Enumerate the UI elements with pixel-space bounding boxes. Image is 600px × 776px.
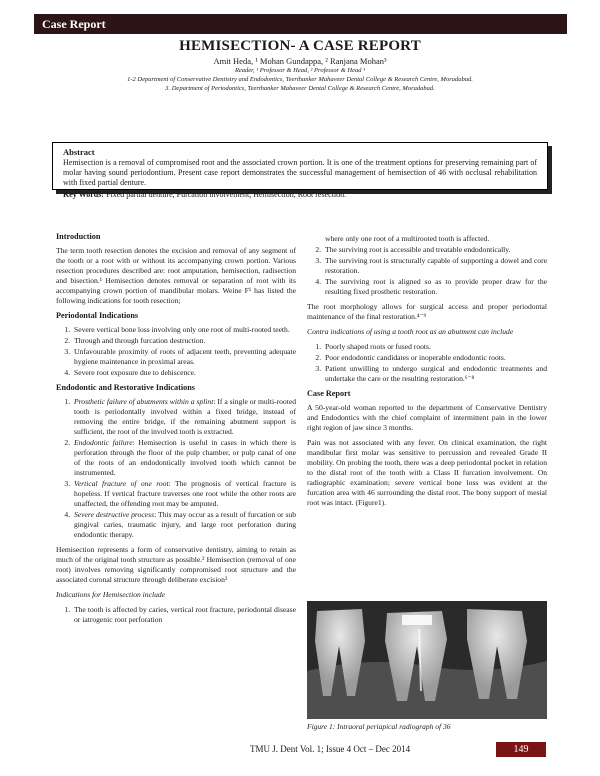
list-item: 2. The surviving root is accessible and treatable endodontically.	[323, 245, 547, 255]
abstract-box	[52, 142, 548, 199]
contra-list	[307, 342, 547, 384]
list-item: 3. Unfavourable proximity of roots of adjacent teeth, preventing adequate hygiene maintenance in proximal areas.	[72, 347, 296, 367]
list-item	[72, 438, 296, 478]
perio-heading: Periodontal Indications	[56, 311, 139, 320]
list-item: 4. Severe root exposure due to dehiscence.	[72, 368, 296, 378]
list-item: 1. Poorly shaped roots or fused roots.	[323, 342, 547, 352]
keywords-label: Key Words:	[63, 190, 104, 199]
item-label: Severe destructive process	[74, 510, 155, 519]
journal-footer: TMU J. Dent Vol. 1; Issue 4 Oct – Dec 2014	[250, 744, 411, 754]
list-item: 2. Through and through furcation destruction.	[72, 336, 296, 346]
hemisection-indications-heading: Indications for Hemisection include	[56, 590, 166, 599]
item-label: Prosthetic failure of abutments within a splint	[74, 397, 214, 406]
case-report-heading: Case Report	[307, 389, 351, 398]
item-text: : This may occur as a result of furcation or sub gingival caries, traumatic injury, and large root perforation during endodontic therapy.	[74, 510, 296, 539]
author-list: Amit Heda, ¹ Mohan Gundappa, ² Ranjana Mohan³	[213, 56, 387, 66]
list-item: 2. Poor endodontic candidates or inoperable endodontic roots.	[323, 353, 547, 363]
radiograph-figure	[307, 601, 547, 719]
hemisection-text: Hemisection represents a form of conservative dentistry, aiming to retain as much of the original tooth structure as possible.² Hemisection (removal of one root) involves removing significantly compromised root structure and the associated coronal structure through deliberate excision³	[56, 545, 296, 584]
intro-heading: Introduction	[56, 232, 101, 241]
list-item	[72, 397, 296, 437]
item-label: Vertical fracture of one root	[74, 479, 169, 488]
list-item: 1. Severe vertical bone loss involving only one root of multi-rooted teeth.	[72, 325, 296, 335]
paper-title: HEMISECTION- A CASE REPORT	[179, 38, 421, 54]
hemisection-indications-list-cont	[307, 245, 547, 297]
keywords-text: Fixed partial denture, Furcation involvement, Hemisection, Root resection.	[105, 190, 347, 199]
morphology-text: The root morphology allows for surgical access and proper periodontal maintenance of the final restoration.⁴⁻⁹	[307, 302, 547, 321]
endo-heading: Endodontic and Restorative Indications	[56, 383, 195, 392]
section-label: Case Report	[42, 17, 106, 31]
endo-list	[56, 397, 296, 540]
list-continuation: where only one root of a multirooted tooth is affected.	[325, 234, 490, 243]
affiliation-2: 3. Department of Periodontics, Teerthanker Mahaveer Dental College & Research Centre, Moradabad.	[165, 85, 435, 92]
section-header-bar	[34, 14, 567, 34]
intro-text: The term tooth resection denotes the excision and removal of any segment of the tooth or a root with or without its accompanying crown portion. Various resection procedures described are: root amputation, hemisection, radisection and bisection.¹ Hemisection denotes removal or separation of root with its accompanying crown portion of mandibular molars. Weine F¹ has listed the following indications for tooth resection;	[56, 246, 296, 305]
left-column	[56, 232, 296, 630]
item-text: : The prognosis of vertical fracture is hopeless. If vertical fracture traverses one root while the other roots are unaffected, the offending root may be amputed.	[74, 479, 296, 508]
list-item	[72, 510, 296, 540]
abstract-body: Hemisection is a removal of compromised root and the associated crown portion. It is one of the treatment options for preserving remaining part of molar having sound periodontium. Present case report demonstrates the successful management of hemisection of 46 with occlusal rehabilitation with fixed partial denture.	[63, 158, 537, 187]
case-paragraph-2: Pain was not associated with any fever. On clinical examination, the right mandibular first molar was sensitive to percussion and revealed Grade II mobility. On probing the tooth, there was a deep periodontal pocket in relation to the distal root of the tooth with a Class II furcation involvement. On radiographic examination; severe vertical bone loss was evident at the furcation area with 46 surrounding the distal root. The bony support of mesial root was intact. (Figure1).	[307, 438, 547, 507]
contra-heading: Contra indications of using a tooth root as an abutment can include	[307, 327, 514, 336]
list-item: 3. Patient unwilling to undergo surgical and endodontic treatments and undertake the care or the resulting restoration.⁶⁻⁸	[323, 364, 547, 384]
item-text: : Hemisection is useful in cases in which there is perforation through the floor of the pulp chamber, or pulp canal of one of the roots of an endodontically involved tooth which cannot be instrumented.	[74, 438, 296, 477]
author-roles: Reader, ¹ Professor & Head, ² Professor & Head ³	[234, 67, 366, 74]
keywords-line	[63, 190, 537, 200]
item-label: Endodontic failure	[74, 438, 133, 447]
radiograph-image	[307, 601, 547, 719]
hemisection-indications-list	[56, 605, 296, 625]
list-item: 1. The tooth is affected by caries, vertical root fracture, periodontal disease or iatrogenic root perforation	[72, 605, 296, 625]
list-item: 4. The surviving root is aligned so as to provide proper draw for the resulting fixed prosthetic restoration.	[323, 277, 547, 297]
page-number: 149	[496, 742, 546, 757]
abstract-heading: Abstract	[63, 147, 95, 157]
affiliation-1: 1-2 Department of Conservative Dentistry and Endodontics, Teerthanker Mahaveer Dental College & Research Centre, Moradabad.	[127, 76, 473, 83]
case-paragraph-1: A 50-year-old woman reported to the department of Conservative Dentistry and Endodontics with the chief complaint of intermittent pain in the lower right region of jaw since 3 months.	[307, 403, 547, 432]
item-text: : If a single or multi-rooted tooth is periodontally involved within a fixed bridge, instead of removing the entire bridge, if the remaining abutment support is sufficient, the root of the involved tooth is extracted.	[74, 397, 296, 436]
right-column	[307, 234, 547, 513]
figure-caption: Figure 1: Intraoral periapical radiograph of 36	[307, 722, 451, 731]
list-item: 3. The surviving root is structurally capable of supporting a dowel and core restoration.	[323, 256, 547, 276]
perio-list	[56, 325, 296, 378]
list-item	[72, 479, 296, 509]
